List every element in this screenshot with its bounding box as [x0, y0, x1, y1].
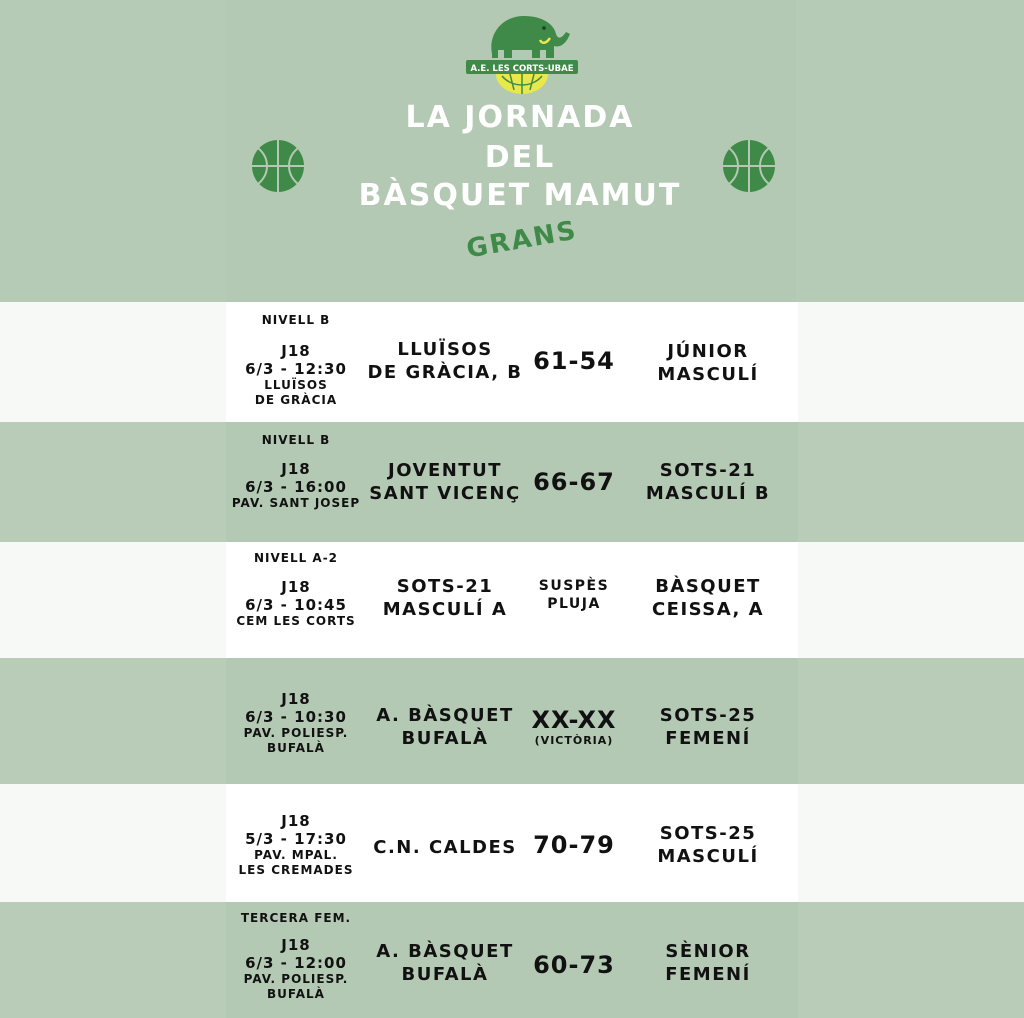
match-info	[226, 690, 366, 756]
match-info	[226, 910, 366, 1002]
logo-text: A.E. LES CORTS-UBAE	[470, 64, 574, 74]
match-info	[226, 812, 366, 878]
match-round: J18	[281, 460, 311, 478]
match-venue: LLUÏSOS DE GRÀCIA	[254, 378, 338, 407]
match-row	[0, 302, 1024, 422]
match-score: 60-73	[533, 951, 615, 979]
match-datetime: 5/3 - 17:30	[245, 830, 347, 848]
match-score	[526, 706, 622, 748]
match-level: NIVELL B	[261, 433, 331, 447]
match-datetime: 6/3 - 12:30	[245, 360, 347, 378]
match-round: J18	[281, 342, 311, 360]
match-row	[0, 658, 1024, 784]
home-team: SOTS-21 MASCULÍ A	[382, 576, 508, 620]
match-info	[226, 432, 366, 511]
away-team: SOTS-21 MASCULÍ B	[645, 460, 771, 504]
mammoth-logo	[462, 4, 582, 96]
match-datetime: 6/3 - 16:00	[245, 478, 347, 496]
match-level: NIVELL A-2	[253, 551, 339, 565]
match-row	[0, 784, 1024, 902]
page-title-line-2: DEL	[484, 140, 556, 175]
match-score-value: XX-XX	[531, 706, 617, 734]
match-score-note: (VICTÒRIA)	[534, 734, 614, 747]
home-team: LLUÏSOS DE GRÀCIA, B	[367, 339, 523, 383]
match-round: J18	[281, 936, 311, 954]
match-score: 61-54	[533, 347, 615, 375]
basketball-icon	[721, 138, 777, 194]
match-datetime: 6/3 - 12:00	[245, 954, 347, 972]
match-round: J18	[281, 690, 311, 708]
page-title-line-3: BÀSQUET MAMUT	[358, 178, 682, 213]
home-team: A. BÀSQUET BUFALÀ	[376, 941, 514, 985]
away-team: SÈNIOR FEMENÍ	[665, 941, 751, 985]
match-score: 66-67	[533, 468, 615, 496]
match-level: TERCERA FEM.	[240, 911, 352, 925]
away-team: SOTS-25 FEMENÍ	[659, 705, 757, 749]
home-team: JOVENTUT SANT VICENÇ	[369, 460, 521, 504]
header	[0, 0, 1024, 302]
match-row	[0, 422, 1024, 542]
match-score: 70-79	[533, 831, 615, 859]
away-team: BÀSQUET CEISSA, A	[651, 576, 765, 620]
page-subtitle: GRANS	[464, 215, 580, 265]
match-venue: PAV. SANT JOSEP	[231, 496, 361, 510]
match-round: J18	[281, 578, 311, 596]
match-level: NIVELL B	[261, 313, 331, 327]
match-datetime: 6/3 - 10:30	[245, 708, 347, 726]
match-venue: PAV. POLIESP. BUFALÀ	[243, 726, 349, 755]
match-score: SUSPÈS PLUJA	[538, 578, 610, 612]
match-info	[226, 550, 366, 629]
match-venue: PAV. POLIESP. BUFALÀ	[243, 972, 349, 1001]
match-round: J18	[281, 812, 311, 830]
match-venue: PAV. MPAL. LES CREMADES	[238, 848, 354, 877]
away-team: SOTS-25 MASCULÍ	[657, 823, 759, 867]
page-title-line-1: LA JORNADA	[405, 100, 635, 135]
basketball-icon	[250, 138, 306, 194]
home-team: A. BÀSQUET BUFALÀ	[376, 705, 514, 749]
home-team: C.N. CALDES	[373, 837, 517, 858]
mammoth-icon	[491, 16, 570, 58]
away-team: JÚNIOR MASCULÍ	[657, 341, 759, 385]
match-venue: CEM LES CORTS	[236, 614, 356, 628]
match-datetime: 6/3 - 10:45	[245, 596, 347, 614]
match-info	[226, 312, 366, 408]
match-row	[0, 902, 1024, 1018]
match-row	[0, 542, 1024, 658]
